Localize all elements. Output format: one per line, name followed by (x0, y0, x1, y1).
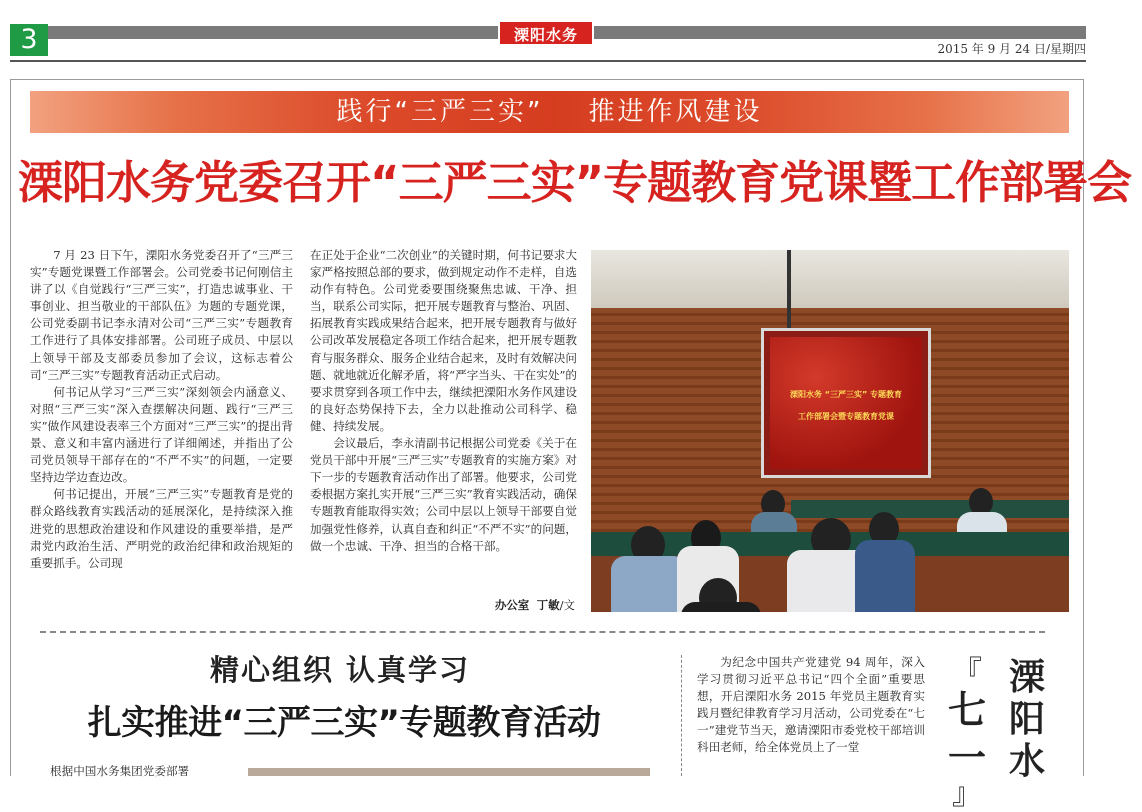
page-number: 3 (10, 24, 48, 56)
article-kicker: 践行“三严三实” 推进作风建设 (336, 97, 763, 127)
paragraph: 7 月 23 日下午，溧阳水务党委召开了“三严三实”专题党课暨工作部署会。公司党委书记何刚信主讲了以《自觉践行“三严三实”，打造忠诚事业、干事创业、担当敬业的干部队伍》为题的专题党课，公司党委副书记李永清对公司“三严三实”专题教育工作进行了具体安排部署。公司班子成员、中层以上领导干部及支部委员参加了会议，这标志着公司“三严三实”专题教育活动正式启动。 (30, 248, 293, 382)
section-divider (40, 631, 1045, 633)
second-article-lead: 根据中国水务集团党委部署 (50, 764, 190, 778)
photo-front-table (791, 500, 1069, 518)
byline-dept: 办公室 (494, 598, 530, 612)
photo-person (611, 556, 687, 612)
vertical-char: 溧 (1008, 657, 1045, 698)
second-article-headline: 扎实推进“三严三实”专题教育活动 (87, 703, 601, 743)
issue-date: 2015 年 9 月 24 日/星期四 (937, 42, 1086, 56)
paragraph: 为纪念中国共产党建党 94 周年，深入学习贯彻习近平总书记“四个全面”重要思想，开启溧阳水务 2015 年党员主题教育实践月暨纪律教育学习月活动，公司党委在“七一”建党节当天，邀请溧阳市委党校干部培训科田老师，给全体党员上了一堂 (697, 655, 925, 755)
byline-author: 丁敏 (536, 598, 560, 612)
byline-suffix: /文 (559, 598, 575, 612)
title-bracket-close: 』 (952, 777, 982, 812)
photo-person (855, 540, 915, 612)
paragraph: 何书记从学习“三严三实”深刻领会内涵意义、对照“三严三实”深入查摆解决问题、践行“三严三实”做作风建设表率三个方面对“三严三实”的提出背景、意义和丰富内涵进行了详细阐述，并指出了公司党员领导干部存在的“不严不实”的问题，一定要坚持边学边查边改。 (30, 384, 293, 485)
photo-person (681, 602, 761, 612)
vertical-char: 阳 (1008, 699, 1045, 740)
photo-mic-stand (787, 250, 791, 330)
title-char: 一 (947, 736, 986, 780)
column-divider (681, 655, 682, 776)
article-headline: 溧阳水务党委召开“三严三实”专题教育党课暨工作部署会 (18, 156, 1132, 209)
paper-name-badge: 溧阳水务 (498, 20, 594, 46)
header-rule (10, 60, 1086, 62)
slide-title-2: 工作部署会暨专题教育党课 (798, 412, 894, 421)
meeting-photo (591, 250, 1069, 612)
photo-ceiling (591, 250, 1069, 308)
vertical-char: 水 (1008, 741, 1045, 782)
third-article-vertical-title (1004, 657, 1050, 783)
third-article-column (697, 654, 925, 757)
second-article-kicker: 精心组织 认真学习 (209, 653, 471, 687)
paragraph: 会议最后，李永清副书记根据公司党委《关于在党员干部中开展“三严三实”专题教育的实施方案》对下一步的专题教育活动作出了部署。他要求，公司党委根据方案扎实开展“三严三实”教育实践活动，确保专题教育能取得实效；公司中层以上领导干部要自觉加强党性修养，认真自查和纠正“不严不实”的问题，做一个忠诚、干净、担当的合格干部。 (310, 436, 577, 553)
slide-title-1: 溧阳水务 “三严三实” 专题教育 (789, 390, 903, 399)
third-article-title (942, 655, 992, 812)
title-char: 七 (947, 688, 986, 732)
article-column-2 (310, 247, 577, 555)
title-bracket-open: 『 (952, 655, 982, 690)
article-column-1 (30, 247, 293, 572)
second-article-photo (248, 768, 650, 776)
photo-projection-screen (761, 328, 931, 478)
paragraph-continued: 在正处于企业“二次创业”的关键时期，何书记要求大家严格按照总部的要求，做到规定动作不走样，自选动作有特色。公司党委要围绕聚焦忠诚、干净、担当，联系公司实际，把开展专题教育与整治、巩固、拓展教育实践成果结合起来，把开展专题教育与做好公司改革发展稳定各项工作结合起来，把开展专题教育与服务群众、服务企业结合起来，及时有效解决问题、就地就近化解矛盾，将“严字当头、干在实处”的要求贯穿到各项工作中去，继续把溧阳水务作风建设的良好态势保持下去，全力以赴推动公司科学、稳健、持续发展。 (310, 248, 577, 433)
paragraph: 何书记提出，开展“三严三实”专题教育是党的群众路线教育实践活动的延展深化，是持续深入推进党的思想政治建设和作风建设的重要举措，是严肃党内政治生活、严明党的政治纪律和政治规矩的重要抓手。公司现 (30, 487, 293, 570)
byline (420, 597, 575, 613)
